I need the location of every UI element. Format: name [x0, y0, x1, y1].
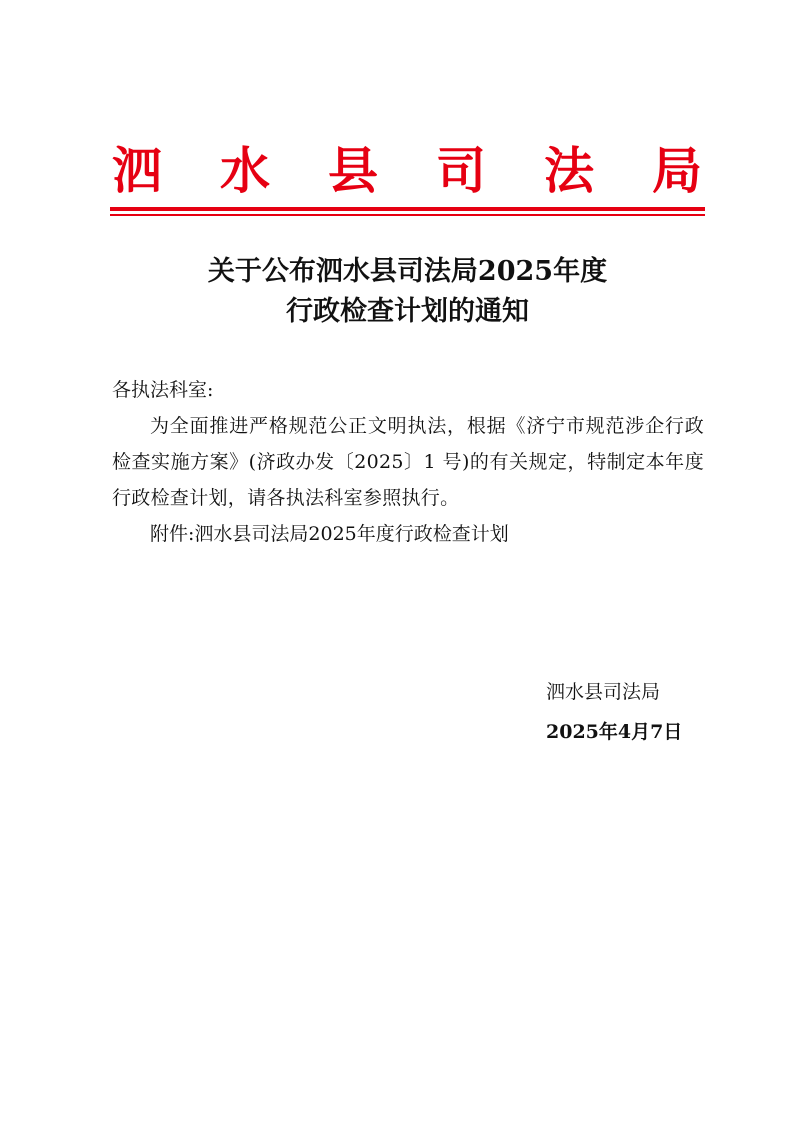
signature-date: 2025年4月7日 [546, 721, 683, 743]
signature-org: 泗水县司法局 [546, 681, 661, 703]
letterhead-char: 县 [328, 141, 378, 200]
letterhead-char: 局 [652, 141, 702, 200]
body-paragraph: 为全面推进严格规范公正文明执法，根据《济宁市规范涉企行政检查实施方案》(济政办发〔2025〕1 号)的有关规定，特制定本年度行政检查计划，请各执法科室参照执行。 [112, 415, 704, 509]
letterhead-char: 水 [220, 141, 270, 200]
notice-title [110, 252, 705, 332]
notice-body [112, 372, 704, 552]
notice-title-line-1: 关于公布泗水县司法局2025年度 [207, 256, 608, 287]
notice-title-line-2: 行政检查计划的通知 [286, 296, 529, 327]
signature-block [546, 672, 726, 752]
attachment-line: 附件:泗水县司法局2025年度行政检查计划 [150, 523, 509, 545]
letterhead-char: 泗 [112, 141, 162, 200]
salutation: 各执法科室: [112, 379, 214, 401]
letterhead-divider-thin [110, 214, 705, 216]
letterhead-char: 司 [436, 141, 486, 200]
letterhead-title [112, 140, 702, 202]
letterhead-char: 法 [544, 141, 594, 200]
letterhead-divider-thick [110, 207, 705, 211]
